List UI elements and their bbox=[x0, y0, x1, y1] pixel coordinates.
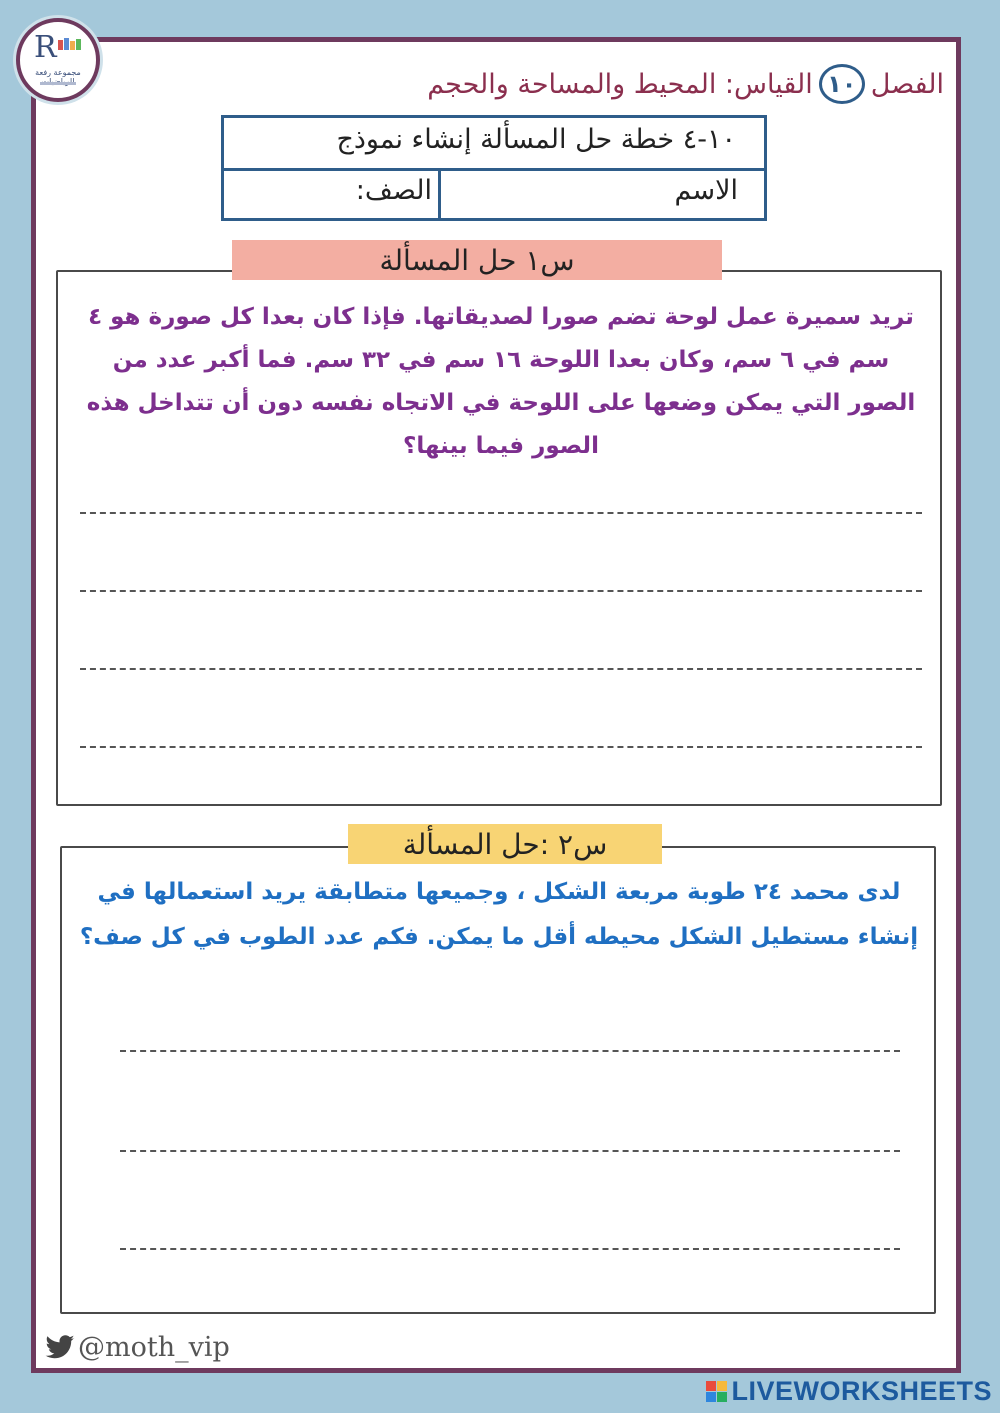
twitter-bird-icon bbox=[44, 1335, 76, 1361]
chapter-prefix: الفصل bbox=[870, 68, 944, 100]
class-field[interactable] bbox=[224, 171, 438, 221]
answer-line[interactable] bbox=[80, 590, 922, 592]
name-label: الاسم bbox=[674, 175, 738, 206]
logo-letter: R bbox=[34, 30, 57, 65]
twitter-credit bbox=[44, 1332, 230, 1363]
liveworksheets-logo-icon bbox=[706, 1381, 727, 1402]
liveworksheets-brand bbox=[706, 1376, 992, 1407]
logo-subtitle: مجموعة رفعة bbox=[35, 68, 81, 77]
question2-text: لدى محمد ٢٤ طوبة مربعة الشكل ، وجميعها متطابقة يريد استعمالها في إنشاء مستطيل الشكل محيطه أقل ما يمكن. فكم عدد الطوب في كل صف؟ bbox=[79, 879, 919, 950]
chapter-number-badge: ١٠ bbox=[819, 64, 865, 104]
question2-label: س٢ :حل المسألة bbox=[348, 824, 662, 864]
liveworksheets-text: LIVEWORKSHEETS bbox=[731, 1376, 992, 1406]
answer-line[interactable] bbox=[120, 1248, 900, 1250]
question1-label: س١ حل المسألة bbox=[232, 240, 722, 280]
logo bbox=[16, 18, 100, 102]
answer-line[interactable] bbox=[120, 1050, 900, 1052]
lesson-title-table bbox=[221, 115, 767, 221]
twitter-handle: @moth_vip bbox=[78, 1332, 230, 1363]
answer-line[interactable] bbox=[80, 668, 922, 670]
chapter-topic: القياس: المحيط والمساحة والحجم bbox=[427, 68, 813, 100]
books-icon bbox=[58, 38, 82, 50]
answer-line[interactable] bbox=[80, 512, 922, 514]
student-info-row bbox=[224, 171, 764, 221]
name-field[interactable] bbox=[438, 171, 764, 221]
chapter-header bbox=[427, 64, 944, 104]
answer-line[interactable] bbox=[120, 1150, 900, 1152]
question1-text: تريد سميرة عمل لوحة تضم صورا لصديقاتها. فإذا كان بعدا كل صورة هو ٤ سم في ٦ سم، وكان بعدا اللوحة ١٦ سم في ٣٢ سم. فما أكبر عدد من الصور التي يمكن وضعها على اللوحة في الاتجاه نفسه دون أن تتداخل هذه الصور فيما بينها؟ bbox=[86, 304, 916, 459]
answer-line[interactable] bbox=[80, 746, 922, 748]
lesson-title: ١٠-٤ خطة حل المسألة إنشاء نموذج bbox=[224, 118, 764, 171]
class-label: الصف: bbox=[355, 175, 432, 206]
logo-divider bbox=[40, 82, 76, 85]
